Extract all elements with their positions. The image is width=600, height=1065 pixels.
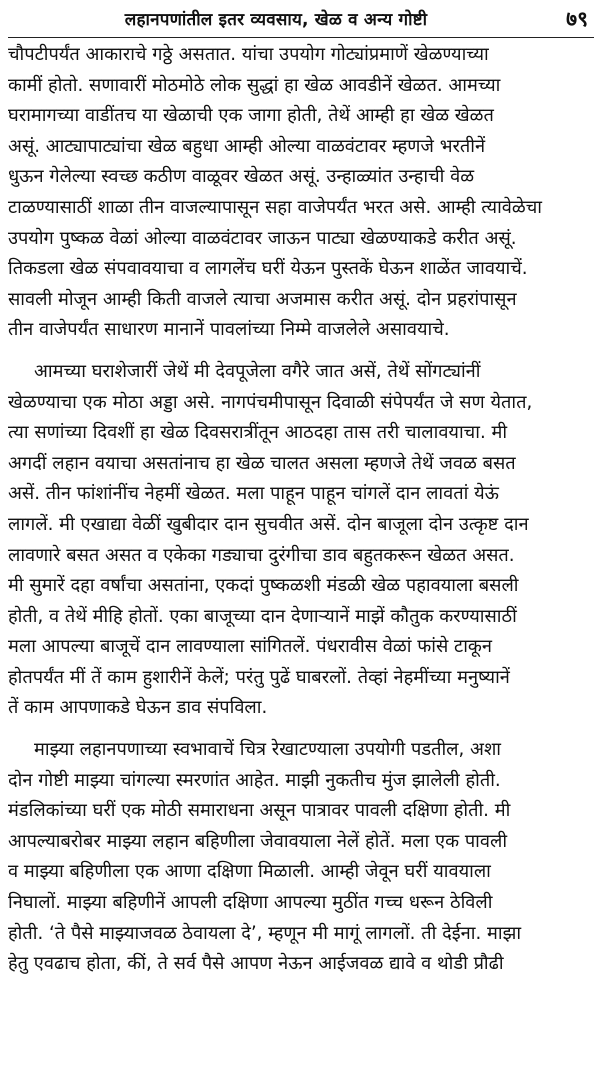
text-line: होतपर्यंत मीं तें काम हुशारीनें केलें; परंतु पुढें घाबरलों. तेव्हां नेहमींच्या मनुष्यानें — [8, 666, 510, 688]
text-line: त्या सणांच्या दिवशीं हा खेळ दिवसरात्रींतून आठदहा तास तरी चालावयाचा. मी — [8, 422, 508, 444]
text-line: हेतु एवढाच होता, कीं, ते सर्व पैसे आपण नेऊन आईजवळ द्यावे व थोडी प्रौढी — [8, 953, 504, 975]
text-line: खेळण्याचा एक मोठा अड्डा असे. नागपंचमीपासून दिवाळी संपेपर्यंत जे सण येतात, — [8, 391, 533, 413]
text-line: दोन गोष्टी माझ्या चांगल्या स्मरणांत आहेत. माझी नुकतीच मुंज झालेली होती. — [8, 769, 501, 791]
text-line: आमच्या घराशेजारीं जेथें मी देवपूजेला वगैरे जात असें, तेथें सोंगट्यांनीं — [34, 360, 481, 382]
paragraph-2 — [8, 357, 594, 724]
text-line: निघालों. माझ्या बहिणीनें आपली दक्षिणा आपल्या मुठींत गच्च धरून ठेविली — [8, 892, 493, 914]
text-line: टाळण्यासाठीं शाळा तीन वाजल्यापासून सहा वाजेपर्यंत भरत असे. आम्ही त्यावेळेचा — [8, 196, 542, 218]
text-line: आपल्याबरोबर माझ्या लहान बहिणीला जेवावयाला नेलें होतें. मला एक पावली — [8, 830, 508, 852]
text-line: होती, व तेथें मीहि होतों. एका बाजूच्या दान देणाऱ्यानें माझें कौतुक करण्यासाठीं — [8, 605, 517, 627]
text-line: कामीं होतो. सणावारीं मोठमोठे लोक सुद्धां हा खेळ आवडीनें खेळत. आमच्या — [8, 74, 501, 96]
text-line: होती. ‘ते पैसे माझ्याजवळ ठेवायला दे’, म्हणून मी मागूं लागलों. ती देईना. माझा — [8, 922, 522, 944]
text-line: मंडलिकांच्या घरीं एक मोठी समाराधना असून पात्रावर पावली दक्षिणा होती. मी — [8, 800, 511, 822]
text-line: घरामागच्या वाडींतच या खेळाची एक जागा होती, तेथें आम्ही हा खेळ खेळत — [8, 105, 494, 127]
text-line: माझ्या लहानपणाच्या स्वभावाचें चित्र रेखाटण्याला उपयोगी पडतील, अशा — [34, 739, 502, 761]
running-header — [8, 4, 594, 38]
text-line: उपयोग पुष्कळ वेळां ओल्या वाळवंटावर जाऊन पाट्या खेळण्याकडे करीत असूं. — [8, 227, 517, 249]
text-line: चौपटीपर्यंत आकाराचे गठ्ठे असतात. यांचा उपयोग गोट्यांप्रमाणें खेळण्याच्या — [8, 44, 489, 65]
text-line: असूं. आट्यापाट्यांचा खेळ बहुधा आम्ही ओल्या वाळवंटावर म्हणजे भरतीनें — [8, 135, 486, 157]
body-text — [8, 40, 594, 980]
text-line: सावली मोजून आम्ही किती वाजले त्याचा अजमास करीत असूं. दोन प्रहरांपासून — [8, 288, 517, 310]
text-line: तिकडला खेळ संपवावयाचा व लागलेंच घरीं येऊन पुस्तकें घेऊन शाळेंत जावयाचें. — [8, 258, 528, 280]
text-line: धुऊन गेलेल्या स्वच्छ कठीण वाळूवर खेळत असूं. उन्हाळ्यांत उन्हाची वेळ — [8, 166, 475, 188]
text-line: तीन वाजेपर्यंत साधारण मानानें पावलांच्या निम्मे वाजलेले असावयाचे. — [8, 319, 450, 341]
chapter-title: लहानपणांतील इतर व्यवसाय, खेळ व अन्य गोष्टी — [124, 10, 428, 30]
paragraph-1 — [8, 40, 594, 346]
text-line: असें. तीन फांशांनींच नेहमीं खेळत. मला पाहून पाहून चांगलें दान लावतां येऊं — [8, 483, 499, 505]
text-line: मी सुमारें दहा वर्षांचा असतांना, एकदां पुष्कळशी मंडळी खेळ पहावयाला बसली — [8, 575, 519, 597]
text-line: तें काम आपणाकडे घेऊन डाव संपविला. — [8, 697, 268, 719]
text-line: मला आपल्या बाजूचें दान लावण्याला सांगितलें. पंधरावीस वेळां फांसे टाकून — [8, 636, 492, 658]
text-line: लावणारे बसत असत व एकेका गड्याचा दुरंगीचा डाव बहुतकरून खेळत असत. — [8, 544, 515, 566]
text-line: अगदीं लहान वयाचा असतांनाच हा खेळ चालत असला म्हणजे तेथें जवळ बसत — [8, 452, 516, 474]
text-line: लागलें. मी एखाद्या वेळीं खुबीदार दान सुचवीत असें. दोन बाजूला दोन उत्कृष्ट दान — [8, 513, 529, 535]
paragraph-3 — [8, 735, 594, 980]
text-line: व माझ्या बहिणीला एक आणा दक्षिणा मिळाली. आम्ही जेवून घरीं यावयाला — [8, 861, 491, 883]
page-number: ७९ — [566, 7, 588, 31]
